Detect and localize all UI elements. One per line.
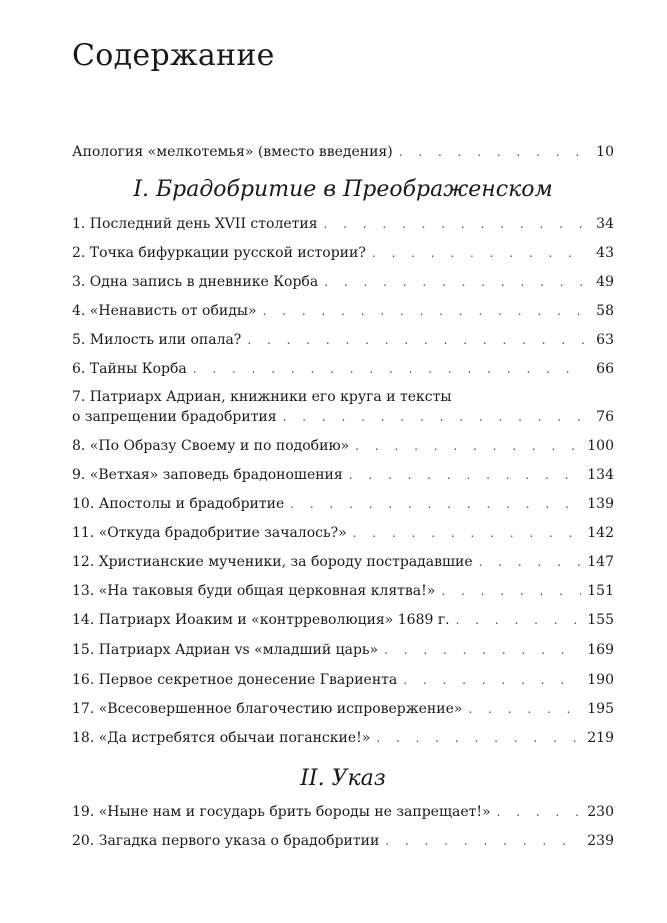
- toc-entry-label: 18. «Да истребятся обычаи поганские!»: [72, 730, 371, 746]
- toc-entry-label: 11. «Откуда брадобритие зачалось?»: [72, 525, 347, 541]
- toc-entry-page: 219: [587, 730, 614, 746]
- dot-leader: [193, 360, 586, 378]
- dot-leader: [247, 331, 586, 349]
- toc-entry-page: 147: [587, 554, 614, 570]
- dot-leader: [384, 641, 581, 659]
- toc-entry-page: 43: [596, 245, 614, 261]
- toc-entry-label: 12. Христианские мученики, за бороду пострадавшие: [72, 554, 473, 570]
- toc-entry[interactable]: [72, 302, 614, 320]
- dot-leader: [497, 803, 582, 821]
- dot-leader: [283, 408, 586, 426]
- toc-entry-page: 190: [587, 672, 614, 688]
- toc-entry[interactable]: [72, 611, 614, 629]
- toc-entry-label: о запрещении брадобрития: [72, 409, 277, 425]
- dot-leader: [456, 611, 582, 629]
- toc-entry[interactable]: [72, 803, 614, 821]
- toc-entry[interactable]: [72, 700, 614, 718]
- toc-entry-intro[interactable]: [72, 143, 614, 161]
- toc-entry-label: 3. Одна запись в дневнике Корба: [72, 274, 319, 290]
- toc-entry-page: 230: [587, 804, 614, 820]
- dot-leader: [468, 700, 581, 718]
- toc-entry-page: 58: [596, 303, 614, 319]
- toc-entry-page: 76: [596, 409, 614, 425]
- toc-entry-label: 5. Милость или опала?: [72, 332, 242, 348]
- toc-entry-page: 169: [587, 642, 614, 658]
- dot-leader: [479, 553, 582, 571]
- dot-leader: [263, 302, 586, 320]
- dot-leader: [324, 273, 586, 291]
- dot-leader: [290, 495, 581, 513]
- dot-leader: [372, 244, 586, 262]
- toc-entry-label: Апология «мелкотемья» (вместо введения): [72, 144, 393, 160]
- toc-entry[interactable]: [72, 495, 614, 513]
- toc-entry-page: 239: [587, 833, 614, 849]
- dot-leader: [353, 524, 582, 542]
- toc-entry-label: 20. Загадка первого указа о брадобритии: [72, 833, 380, 849]
- toc-entry-label: 14. Патриарх Иоаким и «контрреволюция» 1689 г.: [72, 612, 450, 628]
- toc-entry[interactable]: [72, 553, 614, 571]
- toc-entry[interactable]: [72, 832, 614, 850]
- page-title: Содержание: [72, 38, 275, 73]
- toc-entry[interactable]: [72, 729, 614, 747]
- toc-entry-label: 8. «По Образу Своему и по подобию»: [72, 438, 350, 454]
- toc-entry-page: 134: [587, 467, 614, 483]
- section-heading-1: I. Брадобритие в Преображенском: [133, 177, 553, 202]
- table-of-contents: [72, 0, 614, 923]
- toc-entry-page: 155: [587, 612, 614, 628]
- toc-entry-label: 2. Точка бифуркации русской истории?: [72, 245, 366, 261]
- toc-entry-label: 9. «Ветхая» заповедь брадоношения: [72, 467, 343, 483]
- toc-entry[interactable]: [72, 360, 614, 378]
- section-heading-2: II. Указ: [300, 766, 386, 791]
- dot-leader: [349, 466, 582, 484]
- dot-leader: [324, 215, 586, 233]
- toc-entry[interactable]: [72, 215, 614, 233]
- dot-leader: [385, 832, 581, 850]
- toc-entry-label: 16. Первое секретное донесение Гвариента: [72, 672, 398, 688]
- toc-entry[interactable]: [72, 671, 614, 689]
- toc-entry[interactable]: [72, 331, 614, 349]
- dot-leader: [403, 671, 581, 689]
- toc-entry[interactable]: [72, 582, 614, 600]
- toc-entry[interactable]: [72, 524, 614, 542]
- toc-entry-label: 17. «Всесовершенное благочестию испровержение»: [72, 701, 463, 717]
- toc-entry-page: 151: [587, 583, 614, 599]
- toc-entry-label: 19. «Ныне нам и государь брить бороды не запрещает!»: [72, 804, 491, 820]
- toc-entry-label: 4. «Ненависть от обиды»: [72, 303, 257, 319]
- toc-entry-page: 34: [596, 216, 614, 232]
- toc-entry-page: 10: [596, 144, 614, 160]
- dot-leader: [376, 729, 581, 747]
- toc-entry[interactable]: [72, 437, 614, 455]
- toc-entry-page: 139: [587, 496, 614, 512]
- toc-entry-label: 15. Патриарх Адриан vs «младший царь»: [72, 642, 379, 658]
- toc-entry-label-line1: 7. Патриарх Адриан, книжники его круга и тексты: [72, 389, 452, 405]
- toc-entry-page: 195: [587, 701, 614, 717]
- toc-entry-page: 66: [596, 361, 614, 377]
- toc-entry-label: 6. Тайны Корба: [72, 361, 187, 377]
- toc-entry[interactable]: [72, 388, 614, 426]
- toc-entry-page: 63: [596, 332, 614, 348]
- toc-entry-page: 100: [587, 438, 614, 454]
- toc-entry-label: 10. Апостолы и брадобритие: [72, 496, 285, 512]
- toc-entry-page: 49: [596, 274, 614, 290]
- toc-entry-label: 1. Последний день XVII столетия: [72, 216, 318, 232]
- dot-leader: [355, 437, 581, 455]
- toc-entry[interactable]: [72, 641, 614, 659]
- dot-leader: [441, 582, 581, 600]
- dot-leader: [399, 143, 586, 161]
- toc-entry[interactable]: [72, 273, 614, 291]
- toc-entry[interactable]: [72, 466, 614, 484]
- toc-entry-page: 142: [587, 525, 614, 541]
- toc-entry-label: 13. «На таковыя буди общая церковная клятва!»: [72, 583, 436, 599]
- toc-entry[interactable]: [72, 244, 614, 262]
